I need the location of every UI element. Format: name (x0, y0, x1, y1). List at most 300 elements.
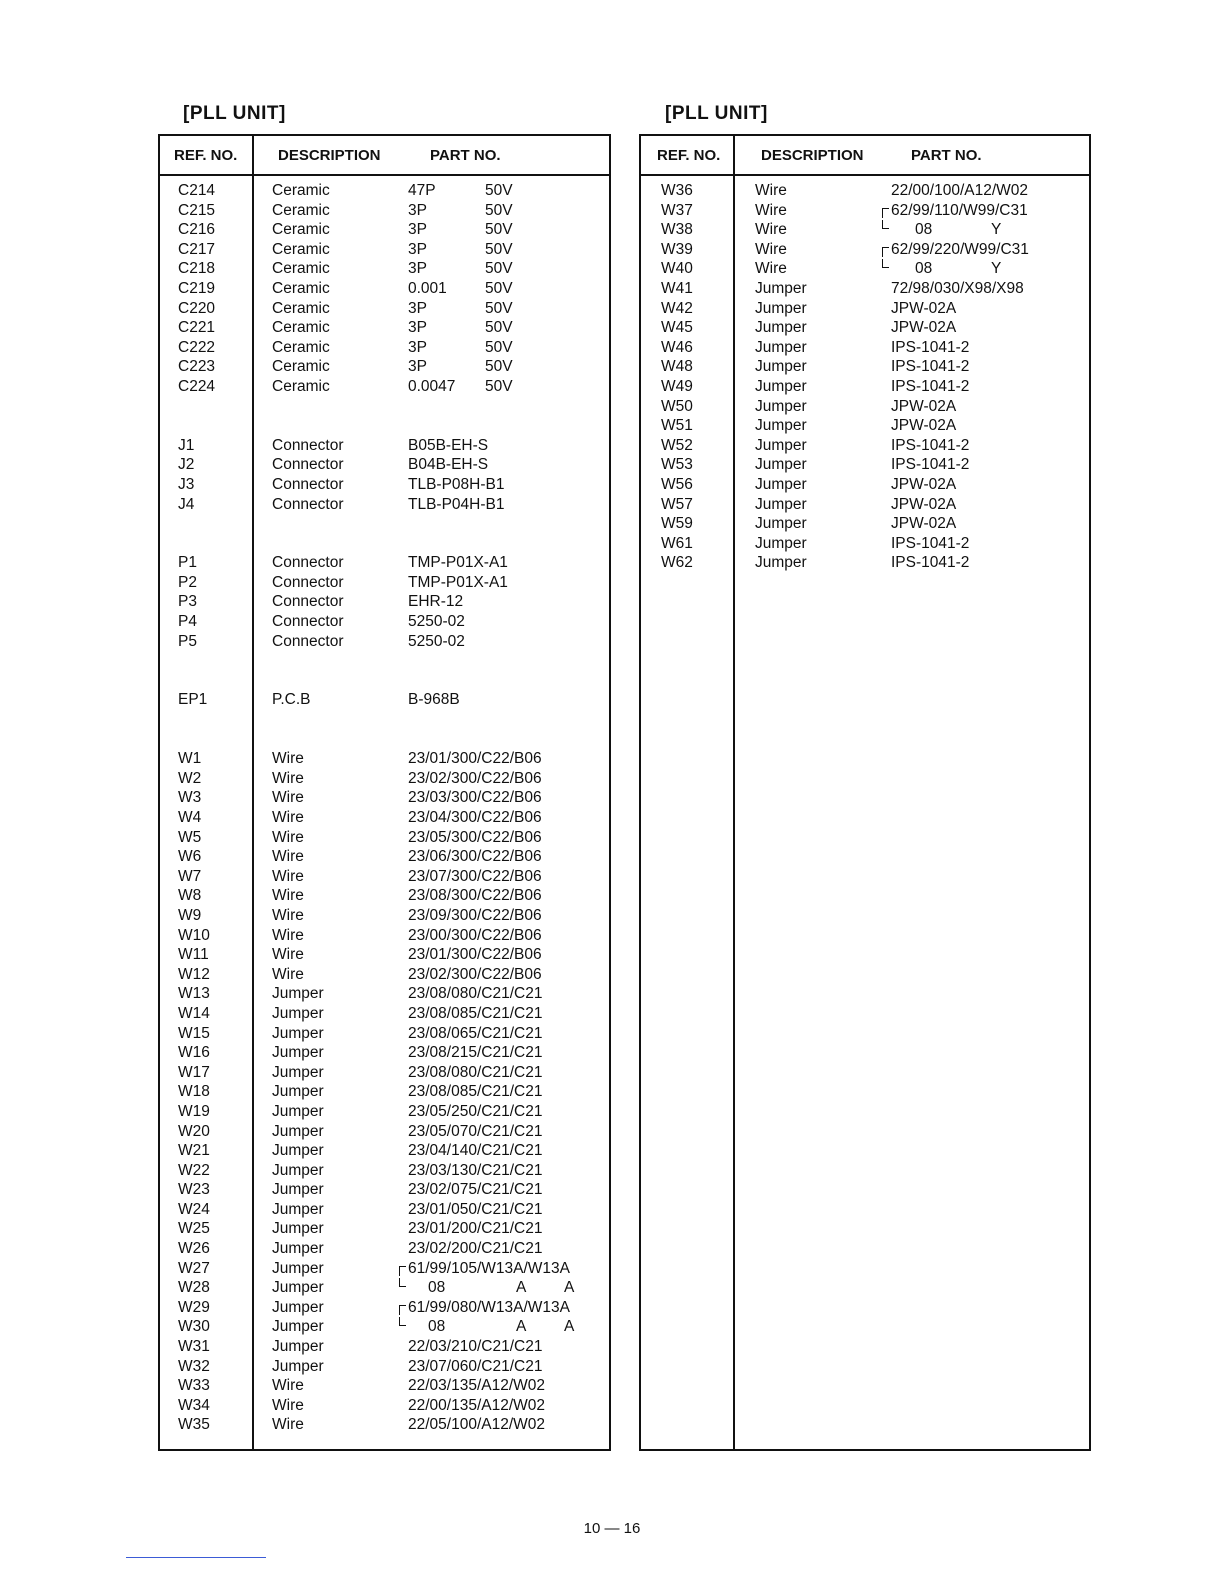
table-row (160, 965, 609, 985)
description: P.C.B (272, 691, 311, 709)
table-row (160, 1043, 609, 1063)
table-row (160, 240, 609, 260)
part-no-suffix: A (516, 1318, 527, 1336)
ref-no: W9 (178, 906, 202, 924)
description: Wire (272, 750, 304, 768)
part-no: TMP-P01X-A1 (408, 554, 508, 572)
table-row (641, 397, 1089, 417)
part-no: JPW-02A (891, 417, 957, 435)
description: Connector (272, 632, 344, 650)
ref-no: W52 (661, 436, 693, 454)
part-no: TLB-P04H-B1 (408, 495, 505, 513)
description: Ceramic (272, 279, 330, 297)
part-no: B-968B (408, 691, 460, 709)
part-no: 23/01/200/C21/C21 (408, 1220, 543, 1238)
description: Wire (272, 906, 304, 924)
description: Jumper (272, 1338, 324, 1356)
voltage: 50V (485, 358, 513, 376)
description: Connector (272, 456, 344, 474)
part-no: 5250-02 (408, 632, 465, 650)
description: Jumper (272, 1063, 324, 1081)
ref-no: W30 (178, 1318, 210, 1336)
part-no-suffix: A (516, 1279, 527, 1297)
description: Ceramic (272, 358, 330, 376)
table-row (160, 1259, 609, 1279)
description: Ceramic (272, 377, 330, 395)
ref-no: C216 (178, 221, 216, 239)
part-no-suffix: A (564, 1279, 575, 1297)
description: Jumper (272, 1122, 324, 1140)
table-row (641, 455, 1089, 475)
part-no: 23/05/070/C21/C21 (408, 1122, 543, 1140)
table-row (160, 847, 609, 867)
grouping-bracket (882, 247, 889, 257)
table-row (160, 690, 609, 710)
voltage: 50V (485, 240, 513, 258)
grouping-bracket (399, 1317, 406, 1326)
table-row (641, 377, 1089, 397)
ref-no: W13 (178, 985, 210, 1003)
left-parts-table (158, 134, 611, 1451)
description: Jumper (755, 417, 807, 435)
table-row (160, 730, 609, 750)
ref-no: W26 (178, 1240, 210, 1258)
table-row (160, 1219, 609, 1239)
part-no: 23/02/300/C22/B06 (408, 769, 542, 787)
description: Wire (272, 965, 304, 983)
ref-no: W17 (178, 1063, 210, 1081)
part-no: IPS-1041-2 (891, 436, 970, 454)
ref-no: W1 (178, 750, 202, 768)
table-row (160, 1239, 609, 1259)
description: Jumper (272, 1083, 324, 1101)
right-table-header (641, 136, 1089, 176)
ref-no: J4 (178, 495, 195, 513)
ref-no: W51 (661, 417, 693, 435)
part-no: 22/03/135/A12/W02 (408, 1377, 546, 1395)
description: Jumper (755, 554, 807, 572)
part-no: TLB-P08H-B1 (408, 475, 505, 493)
part-no: 23/05/300/C22/B06 (408, 828, 542, 846)
ref-no: W38 (661, 221, 693, 239)
description: Wire (272, 867, 304, 885)
table-row (160, 651, 609, 671)
ref-no: P2 (178, 573, 197, 591)
ref-no: W31 (178, 1338, 210, 1356)
description: Wire (272, 1377, 304, 1395)
table-row (160, 416, 609, 436)
table-row (160, 671, 609, 691)
description: Jumper (272, 1024, 324, 1042)
table-row (160, 1278, 609, 1298)
description: Jumper (755, 456, 807, 474)
part-no: 23/08/085/C21/C21 (408, 1004, 543, 1022)
ref-no: J2 (178, 456, 195, 474)
table-row (160, 1141, 609, 1161)
left-table-body (160, 181, 609, 1435)
part-no: 62/99/220/W99/C31 (891, 240, 1029, 258)
part-no: IPS-1041-2 (891, 456, 970, 474)
table-row (641, 416, 1089, 436)
description: Wire (272, 946, 304, 964)
table-row (160, 1200, 609, 1220)
description: Wire (272, 887, 304, 905)
part-no: 22/00/100/A12/W02 (891, 182, 1029, 199)
ref-no: P1 (178, 554, 197, 572)
part-no: 23/00/300/C22/B06 (408, 926, 542, 944)
description: Wire (755, 182, 787, 199)
part-no: IPS-1041-2 (891, 377, 970, 395)
table-row (641, 259, 1089, 279)
ref-no: W41 (661, 279, 693, 297)
part-no: 23/04/140/C21/C21 (408, 1142, 543, 1160)
part-no: EHR-12 (408, 593, 464, 611)
part-no: 23/09/300/C22/B06 (408, 906, 542, 924)
table-row (160, 592, 609, 612)
ref-no: W4 (178, 809, 202, 826)
header-part-no: PART NO. (430, 147, 501, 164)
description: Jumper (272, 1259, 324, 1277)
description: Jumper (272, 1220, 324, 1238)
ref-no: W28 (178, 1279, 210, 1297)
part-no: 22/00/135/A12/W02 (408, 1396, 546, 1414)
part-no: 23/05/250/C21/C21 (408, 1102, 543, 1120)
ref-no: C221 (178, 319, 216, 337)
left-panel-title: [PLL UNIT] (183, 103, 286, 124)
ref-no: W56 (661, 475, 693, 493)
description: Jumper (755, 299, 807, 317)
part-no: 5250-02 (408, 613, 465, 631)
part-no: 08 (915, 260, 933, 278)
description: Wire (272, 848, 304, 866)
part-no: 23/01/300/C22/B06 (408, 750, 542, 768)
part-no: 23/04/300/C22/B06 (408, 809, 542, 826)
description: Ceramic (272, 221, 330, 239)
description: Jumper (755, 358, 807, 376)
description: Ceramic (272, 182, 330, 199)
voltage: 50V (485, 260, 513, 278)
part-no: 62/99/110/W99/C31 (891, 201, 1028, 219)
description: Jumper (272, 1240, 324, 1258)
description: Jumper (272, 1279, 324, 1297)
ref-no: C223 (178, 358, 216, 376)
voltage: 50V (485, 201, 513, 219)
description: Connector (272, 554, 344, 572)
table-row (160, 769, 609, 789)
table-row (160, 436, 609, 456)
ref-no: W22 (178, 1161, 210, 1179)
description: Jumper (272, 1357, 324, 1375)
ref-no: C214 (178, 182, 216, 199)
description: Connector (272, 475, 344, 493)
description: Jumper (272, 985, 324, 1003)
left-table-header (160, 136, 609, 176)
table-row (160, 514, 609, 534)
description: Ceramic (272, 240, 330, 258)
table-row (641, 495, 1089, 515)
ref-no: W49 (661, 377, 693, 395)
description: Connector (272, 436, 344, 454)
part-no: 23/01/050/C21/C21 (408, 1200, 543, 1218)
table-row (160, 612, 609, 632)
part-no: 61/99/105/W13A/W13A (408, 1259, 570, 1277)
table-row (160, 886, 609, 906)
ref-no: C218 (178, 260, 216, 278)
ref-no: W14 (178, 1004, 210, 1022)
ref-no: P3 (178, 593, 197, 611)
table-row (160, 495, 609, 515)
part-no: 47P (408, 182, 436, 199)
table-row (160, 220, 609, 240)
part-no: 23/06/300/C22/B06 (408, 848, 542, 866)
description: Ceramic (272, 338, 330, 356)
ref-no: W12 (178, 965, 210, 983)
ref-no: C222 (178, 338, 216, 356)
ref-no: W25 (178, 1220, 210, 1238)
grouping-bracket (399, 1305, 406, 1315)
ref-no: W50 (661, 397, 693, 415)
table-row (641, 318, 1089, 338)
header-part-no: PART NO. (911, 147, 982, 164)
header-ref-no: REF. NO. (174, 147, 238, 164)
table-row (160, 945, 609, 965)
part-no: 23/08/065/C21/C21 (408, 1024, 543, 1042)
part-no: 23/02/200/C21/C21 (408, 1240, 543, 1258)
ref-no: W5 (178, 828, 202, 846)
ref-no: W27 (178, 1259, 210, 1277)
table-row (160, 1337, 609, 1357)
table-row (160, 1180, 609, 1200)
table-row (641, 475, 1089, 495)
table-row (641, 436, 1089, 456)
part-no: JPW-02A (891, 299, 957, 317)
table-row (641, 553, 1089, 573)
table-row (160, 318, 609, 338)
description: Jumper (272, 1004, 324, 1022)
ref-no: W7 (178, 867, 202, 885)
part-no: 23/08/080/C21/C21 (408, 1063, 543, 1081)
table-row (160, 397, 609, 417)
description: Jumper (755, 377, 807, 395)
part-no: 23/03/300/C22/B06 (408, 789, 542, 807)
description: Wire (755, 221, 787, 239)
description: Ceramic (272, 299, 330, 317)
description: Jumper (755, 495, 807, 513)
footer-rule (126, 1557, 266, 1558)
grouping-bracket (882, 220, 889, 229)
voltage: 50V (485, 319, 513, 337)
description: Connector (272, 593, 344, 611)
part-no: 61/99/080/W13A/W13A (408, 1298, 570, 1316)
table-row (641, 279, 1089, 299)
ref-no: W11 (178, 946, 209, 964)
part-no: 0.001 (408, 279, 447, 297)
ref-no: W33 (178, 1377, 210, 1395)
table-row (160, 808, 609, 828)
ref-no: W59 (661, 515, 693, 533)
description: Jumper (755, 436, 807, 454)
description: Jumper (272, 1142, 324, 1160)
part-no: IPS-1041-2 (891, 534, 970, 552)
ref-no: W23 (178, 1181, 210, 1199)
description: Jumper (272, 1200, 324, 1218)
header-description: DESCRIPTION (278, 147, 381, 164)
table-row (160, 553, 609, 573)
ref-no: C224 (178, 377, 216, 395)
ref-no: W40 (661, 260, 693, 278)
table-row (160, 299, 609, 319)
description: Wire (272, 809, 304, 826)
part-no: 08 (428, 1318, 446, 1336)
part-no-suffix: A (564, 1318, 575, 1336)
description: Wire (272, 828, 304, 846)
part-no: 22/05/100/A12/W02 (408, 1416, 546, 1434)
table-row (641, 220, 1089, 240)
right-panel-title: [PLL UNIT] (665, 103, 768, 124)
table-row (160, 1161, 609, 1181)
ref-no: EP1 (178, 691, 208, 709)
part-no: 22/03/210/C21/C21 (408, 1338, 543, 1356)
ref-no: P5 (178, 632, 197, 650)
ref-no: W16 (178, 1044, 210, 1062)
table-row (160, 1376, 609, 1396)
description: Wire (272, 1396, 304, 1414)
description: Jumper (272, 1044, 324, 1062)
part-no-suffix: Y (991, 221, 1002, 239)
table-row (160, 926, 609, 946)
table-row (160, 455, 609, 475)
part-no: 23/03/130/C21/C21 (408, 1161, 543, 1179)
description: Jumper (272, 1102, 324, 1120)
table-row (160, 1024, 609, 1044)
part-no: 3P (408, 338, 427, 356)
description: Jumper (755, 475, 807, 493)
part-no: JPW-02A (891, 475, 957, 493)
description: Ceramic (272, 260, 330, 278)
ref-no: C217 (178, 240, 216, 258)
ref-no: W3 (178, 789, 202, 807)
table-row (160, 181, 609, 201)
right-parts-table (639, 134, 1091, 1451)
ref-no: C219 (178, 279, 216, 297)
table-row (160, 279, 609, 299)
table-row (160, 1415, 609, 1435)
ref-no: J1 (178, 436, 195, 454)
ref-no: J3 (178, 475, 195, 493)
part-no: 3P (408, 260, 427, 278)
table-row (641, 299, 1089, 319)
description: Wire (272, 789, 304, 807)
description: Ceramic (272, 201, 330, 219)
ref-no: W32 (178, 1357, 210, 1375)
table-row (160, 906, 609, 926)
ref-no: W18 (178, 1083, 210, 1101)
table-row (160, 377, 609, 397)
part-no: IPS-1041-2 (891, 358, 970, 376)
ref-no: W37 (661, 201, 693, 219)
table-row (641, 534, 1089, 554)
ref-no: W35 (178, 1416, 210, 1434)
ref-no: W42 (661, 299, 693, 317)
table-row (160, 201, 609, 221)
part-no: 3P (408, 221, 427, 239)
description: Jumper (755, 338, 807, 356)
ref-no: W36 (661, 182, 693, 199)
ref-no: P4 (178, 613, 197, 631)
part-no: 3P (408, 299, 427, 317)
table-row (160, 1082, 609, 1102)
ref-no: W24 (178, 1200, 210, 1218)
description: Connector (272, 573, 344, 591)
part-no: JPW-02A (891, 515, 957, 533)
part-no: 72/98/030/X98/X98 (891, 279, 1024, 297)
ref-no: W21 (178, 1142, 210, 1160)
description: Wire (272, 769, 304, 787)
table-row (641, 240, 1089, 260)
part-no: 23/08/080/C21/C21 (408, 985, 543, 1003)
description: Wire (755, 201, 787, 219)
table-row (160, 632, 609, 652)
part-no: 3P (408, 201, 427, 219)
part-no: 0.0047 (408, 377, 456, 395)
part-no: 23/02/075/C21/C21 (408, 1181, 543, 1199)
table-row (160, 1122, 609, 1142)
table-row (160, 338, 609, 358)
table-row (160, 867, 609, 887)
table-row (641, 181, 1089, 201)
table-row (160, 1357, 609, 1377)
ref-no: W62 (661, 554, 693, 572)
ref-no: W48 (661, 358, 693, 376)
voltage: 50V (485, 377, 513, 395)
table-row (160, 984, 609, 1004)
grouping-bracket (399, 1278, 406, 1287)
table-row (641, 514, 1089, 534)
table-row (160, 534, 609, 554)
ref-no: W39 (661, 240, 693, 258)
voltage: 50V (485, 299, 513, 317)
description: Jumper (272, 1298, 324, 1316)
ref-no: C220 (178, 299, 216, 317)
part-no: JPW-02A (891, 397, 957, 415)
table-row (160, 749, 609, 769)
grouping-bracket (882, 259, 889, 268)
grouping-bracket (882, 208, 889, 218)
description: Jumper (755, 319, 807, 337)
page-number: 10 — 16 (583, 1520, 641, 1537)
part-no: 23/07/060/C21/C21 (408, 1357, 543, 1375)
description: Wire (272, 926, 304, 944)
table-row (160, 710, 609, 730)
part-no: 3P (408, 358, 427, 376)
table-row (641, 338, 1089, 358)
description: Wire (272, 1416, 304, 1434)
part-no: IPS-1041-2 (891, 338, 970, 356)
header-description: DESCRIPTION (761, 147, 864, 164)
voltage: 50V (485, 338, 513, 356)
grouping-bracket (399, 1266, 406, 1276)
description: Jumper (272, 1161, 324, 1179)
part-no: B04B-EH-S (408, 456, 489, 474)
description: Jumper (755, 534, 807, 552)
ref-no: W19 (178, 1102, 210, 1120)
description: Jumper (755, 279, 807, 297)
part-no: 23/07/300/C22/B06 (408, 867, 542, 885)
table-row (160, 1298, 609, 1318)
ref-no: W29 (178, 1298, 210, 1316)
right-table-body (641, 181, 1089, 573)
ref-no: W15 (178, 1024, 210, 1042)
